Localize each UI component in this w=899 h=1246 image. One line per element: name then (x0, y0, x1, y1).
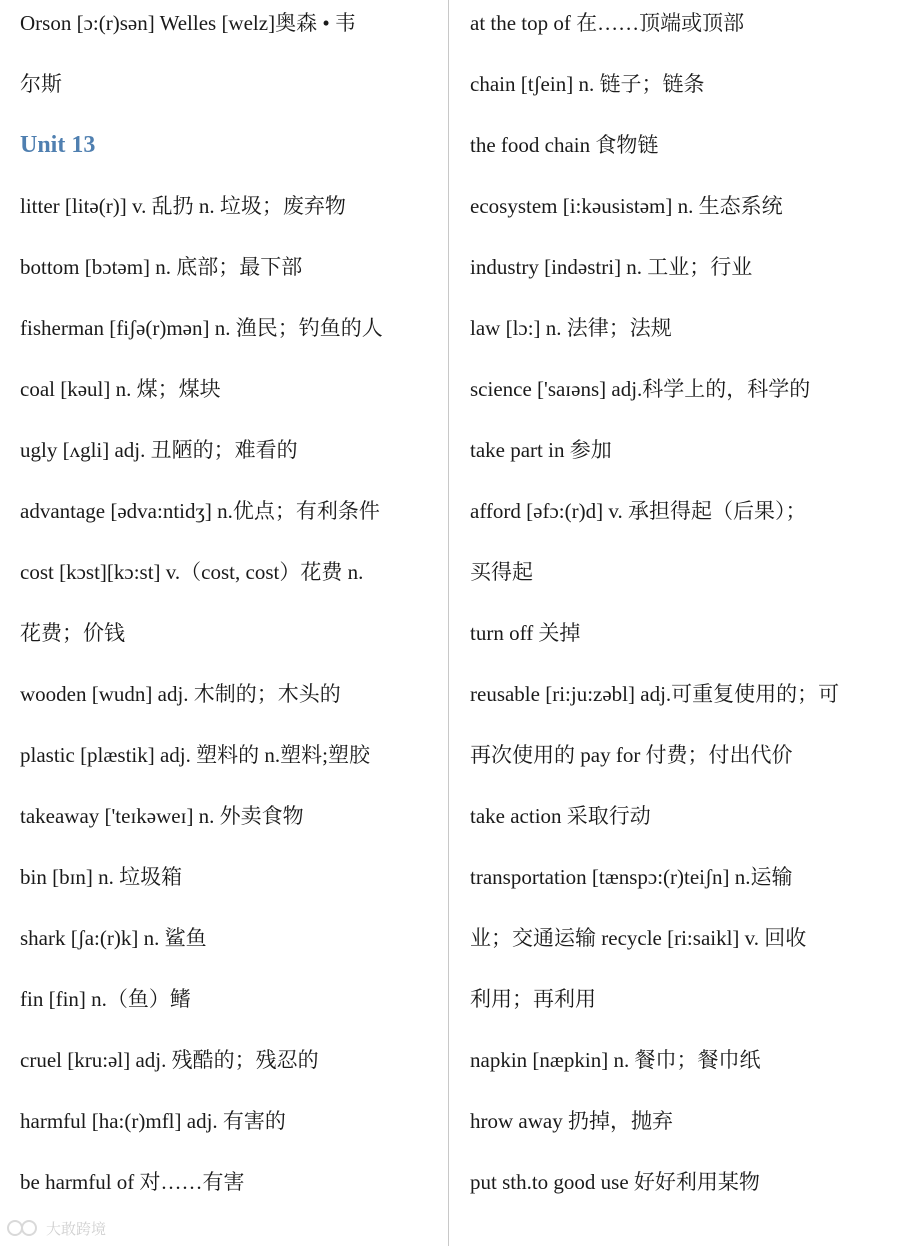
vocab-line: napkin [næpkin] n. 餐巾；餐巾纸 (470, 1048, 761, 1072)
vocab-line: cost [kɔst][kɔ:st] v.（cost, cost）花费 n. (20, 560, 364, 584)
vocab-line: take part in 参加 (470, 438, 612, 462)
vocab-line: bottom [bɔtəm] n. 底部；最下部 (20, 255, 303, 279)
watermark (6, 1216, 106, 1240)
vocab-line: 买得起 (470, 560, 533, 584)
vocab-line: law [lɔ:] n. 法律；法规 (470, 316, 672, 340)
vocab-line: turn off 关掉 (470, 621, 581, 645)
vocab-line: fisherman [fiʃə(r)mən] n. 渔民；钓鱼的人 (20, 316, 383, 340)
vocab-line: put sth.to good use 好好利用某物 (470, 1170, 760, 1194)
vocab-line: take action 采取行动 (470, 804, 651, 828)
vocab-line: industry [indəstri] n. 工业；行业 (470, 255, 753, 279)
vocab-line: shark [ʃa:(r)k] n. 鲨鱼 (20, 926, 207, 950)
watermark-text: 大敢跨境 (46, 1219, 107, 1238)
vocab-line: 再次使用的 pay for 付费；付出代价 (470, 743, 793, 767)
logo-mark-icon (6, 1218, 40, 1238)
vocab-line: transportation [tænspɔ:(r)teiʃn] n.运输 (470, 865, 793, 889)
vocab-line: litter [litə(r)] v. 乱扔 n. 垃圾；废弃物 (20, 194, 346, 218)
vocab-line: advantage [ədva:ntidʒ] n.优点；有利条件 (20, 499, 380, 523)
vocab-line: fin [fin] n.（鱼）鳍 (20, 987, 191, 1011)
vocab-line: cruel [kru:əl] adj. 残酷的；残忍的 (20, 1048, 319, 1072)
vocab-line: at the top of 在……顶端或顶部 (470, 11, 745, 35)
vocab-line: ugly [ʌgli] adj. 丑陋的；难看的 (20, 438, 298, 462)
vocab-line: reusable [ri:ju:zəbl] adj.可重复使用的；可 (470, 682, 840, 706)
vocab-line: 尔斯 (20, 72, 62, 96)
vocab-line: bin [bɪn] n. 垃圾箱 (20, 865, 183, 889)
vocab-line: ecosystem [i:kəusistəm] n. 生态系统 (470, 194, 783, 218)
vocab-line: harmful [ha:(r)mfl] adj. 有害的 (20, 1109, 286, 1133)
vocab-line: coal [kəul] n. 煤；煤块 (20, 377, 221, 401)
vocab-line: Orson [ɔ:(r)sən] Welles [welz]奥森 • 韦 (20, 11, 356, 35)
vocab-line: wooden [wudn] adj. 木制的；木头的 (20, 682, 341, 706)
vocab-line: hrow away 扔掉，抛弃 (470, 1109, 673, 1133)
vocab-line: 业；交通运输 recycle [ri:saikl] v. 回收 (470, 926, 807, 950)
vocab-line: 花费；价钱 (20, 621, 125, 645)
unit-heading: Unit 13 (20, 132, 96, 158)
vocab-line: chain [tʃein] n. 链子；链条 (470, 72, 705, 96)
vocab-line: 利用；再利用 (470, 987, 596, 1011)
vocab-line: the food chain 食物链 (470, 133, 659, 157)
vocab-line: be harmful of 对……有害 (20, 1170, 245, 1194)
vocab-line: takeaway ['teɪkəweɪ] n. 外卖食物 (20, 804, 304, 828)
vocab-line: science ['saɪəns] adj.科学上的，科学的 (470, 377, 811, 401)
vocab-line: afford [əfɔ:(r)d] v. 承担得起（后果）； (470, 499, 807, 523)
vocab-line: plastic [plæstik] adj. 塑料的 n.塑料;塑胶 (20, 743, 370, 767)
column-divider (448, 0, 449, 1246)
